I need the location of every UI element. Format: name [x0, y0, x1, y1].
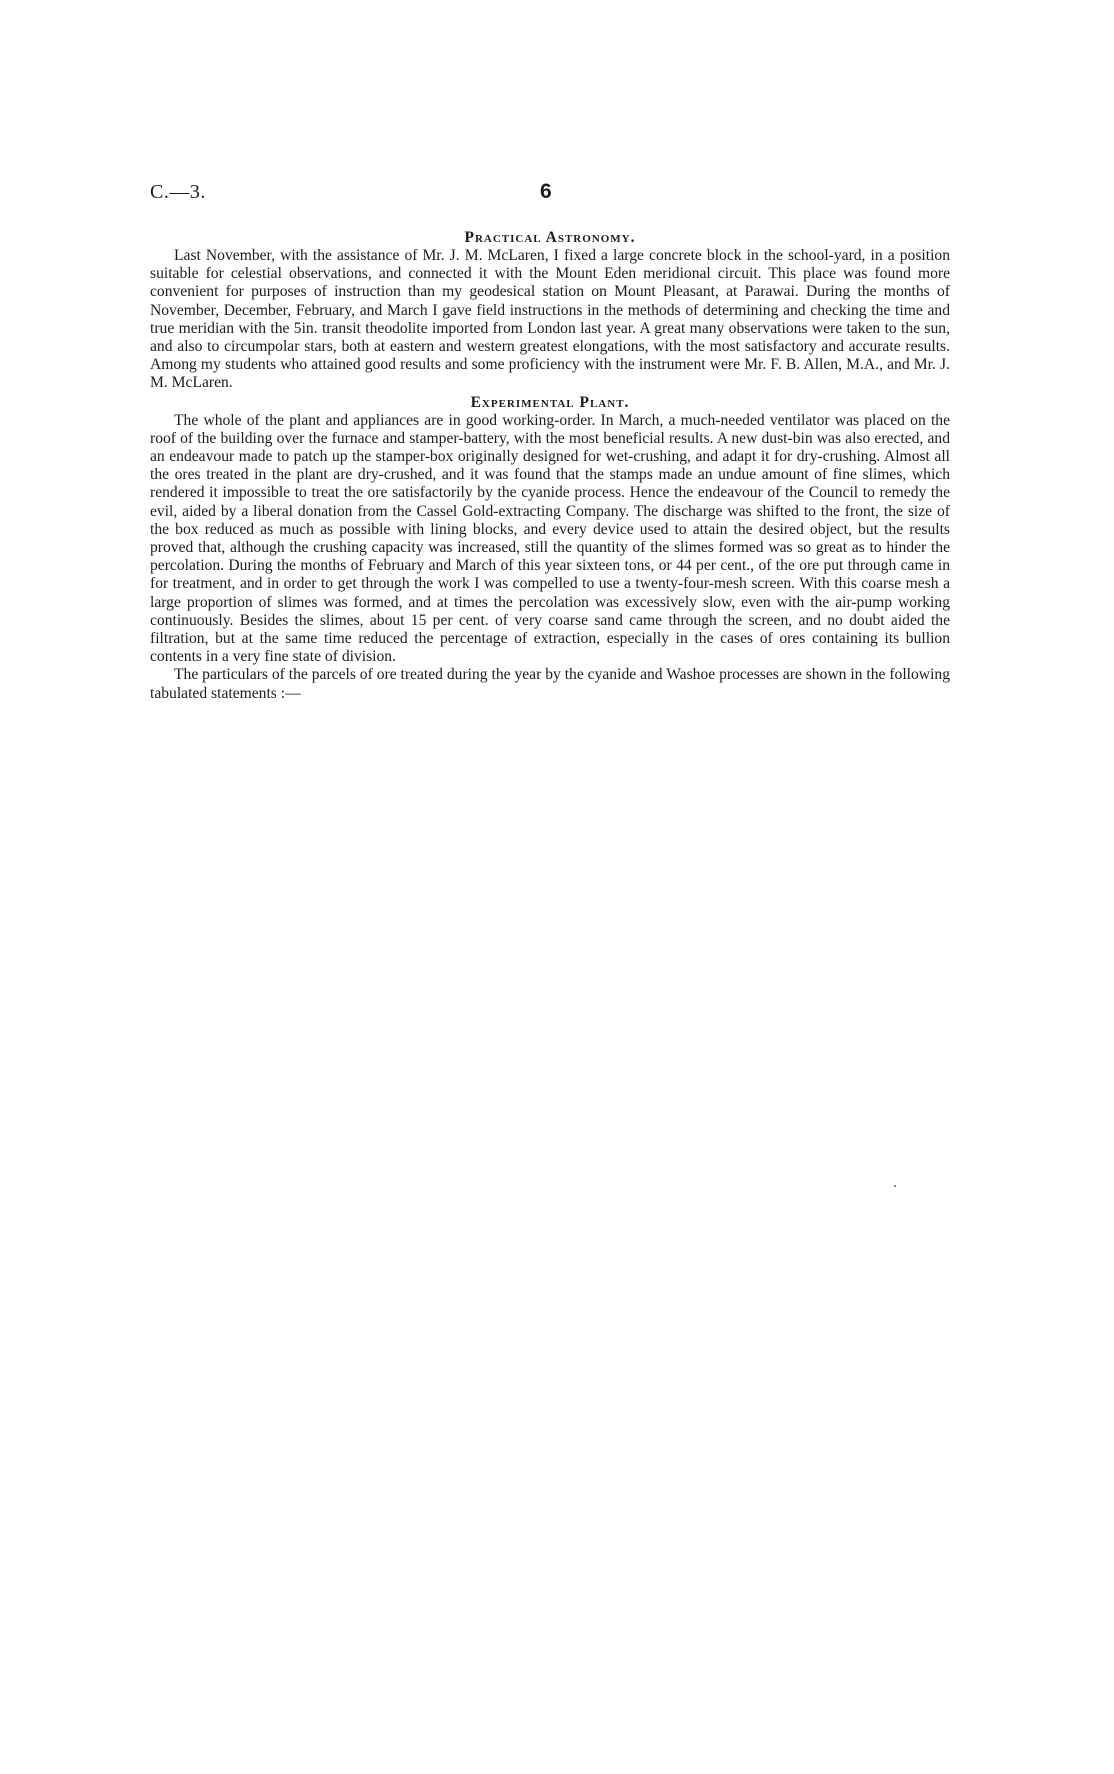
section-practical-astronomy — [150, 228, 950, 393]
paragraph: The whole of the plant and appliances are in good working-order. In March, a much-needed ventilator was placed on the roof of the building over the furnace and stamper-battery, with the most beneficial results. A new dust-bin was also erected, and an endeavour made to patch up the stamper-box originally designed for wet-crushing, and adapt it for dry-crushing. Almost all the ores treated in the plant are dry-crushed, and it was found that the stamps made an undue amount of fine slimes, which rendered it impossible to treat the ore satisfactorily by the cyanide process. Hence the endeavour of the Council to remedy the evil, aided by a liberal donation from the Cassel Gold-extracting Company. The discharge was shifted to the front, the size of the box reduced as much as possible with lining blocks, and every device used to attain the desired object, but the results proved that, although the crushing capacity was increased, still the quantity of the slimes formed was so great as to hinder the percolation. During the months of February and March of this year sixteen tons, or 44 per cent., of the ore put through came in for treatment, and in order to get through the work I was compelled to use a twenty-four-mesh screen. With this coarse mesh a large proportion of slimes was formed, and at times the percolation was excessively slow, even with the air-pump working continuously. Besides the slimes, about 15 per cent. of very coarse sand came through the screen, and no doubt aided the filtration, but at the same time reduced the percentage of extraction, especially in the cases of ores containing its bullion contents in a very fine state of division. — [150, 411, 950, 666]
section-heading: Practical Astronomy. — [464, 229, 636, 246]
scan-speck — [894, 1185, 896, 1187]
section-experimental-plant — [150, 393, 950, 703]
document-reference: C.—3. — [150, 181, 206, 203]
section-heading: Experimental Plant. — [470, 393, 630, 411]
page-header — [150, 181, 950, 211]
page-number: 6 — [540, 180, 552, 203]
body-text — [150, 228, 950, 703]
paragraph: Last November, with the assistance of Mr. J. M. McLaren, I fixed a large concrete block in the school-yard, in a position suitable for celestial observations, and connected it with the Mount Eden meridional circuit. This place was found more convenient for purposes of instruction than my geodesical station on Mount Pleasant, at Parawai. During the months of November, December, February, and March I gave field instructions in the methods of determining and checking the time and true meridian with the 5in. transit theodolite imported from London last year. A great many observations were taken to the sun, and also to circumpolar stars, both at eastern and western greatest elongations, with the most satisfactory and accurate results. Among my students who attained good results and some proficiency with the instrument were Mr. F. B. Allen, M.A., and Mr. J. M. McLaren. — [150, 247, 950, 392]
paragraph: The particulars of the parcels of ore treated during the year by the cyanide and Washoe processes are shown in the following tabulated statements :— — [150, 666, 950, 702]
